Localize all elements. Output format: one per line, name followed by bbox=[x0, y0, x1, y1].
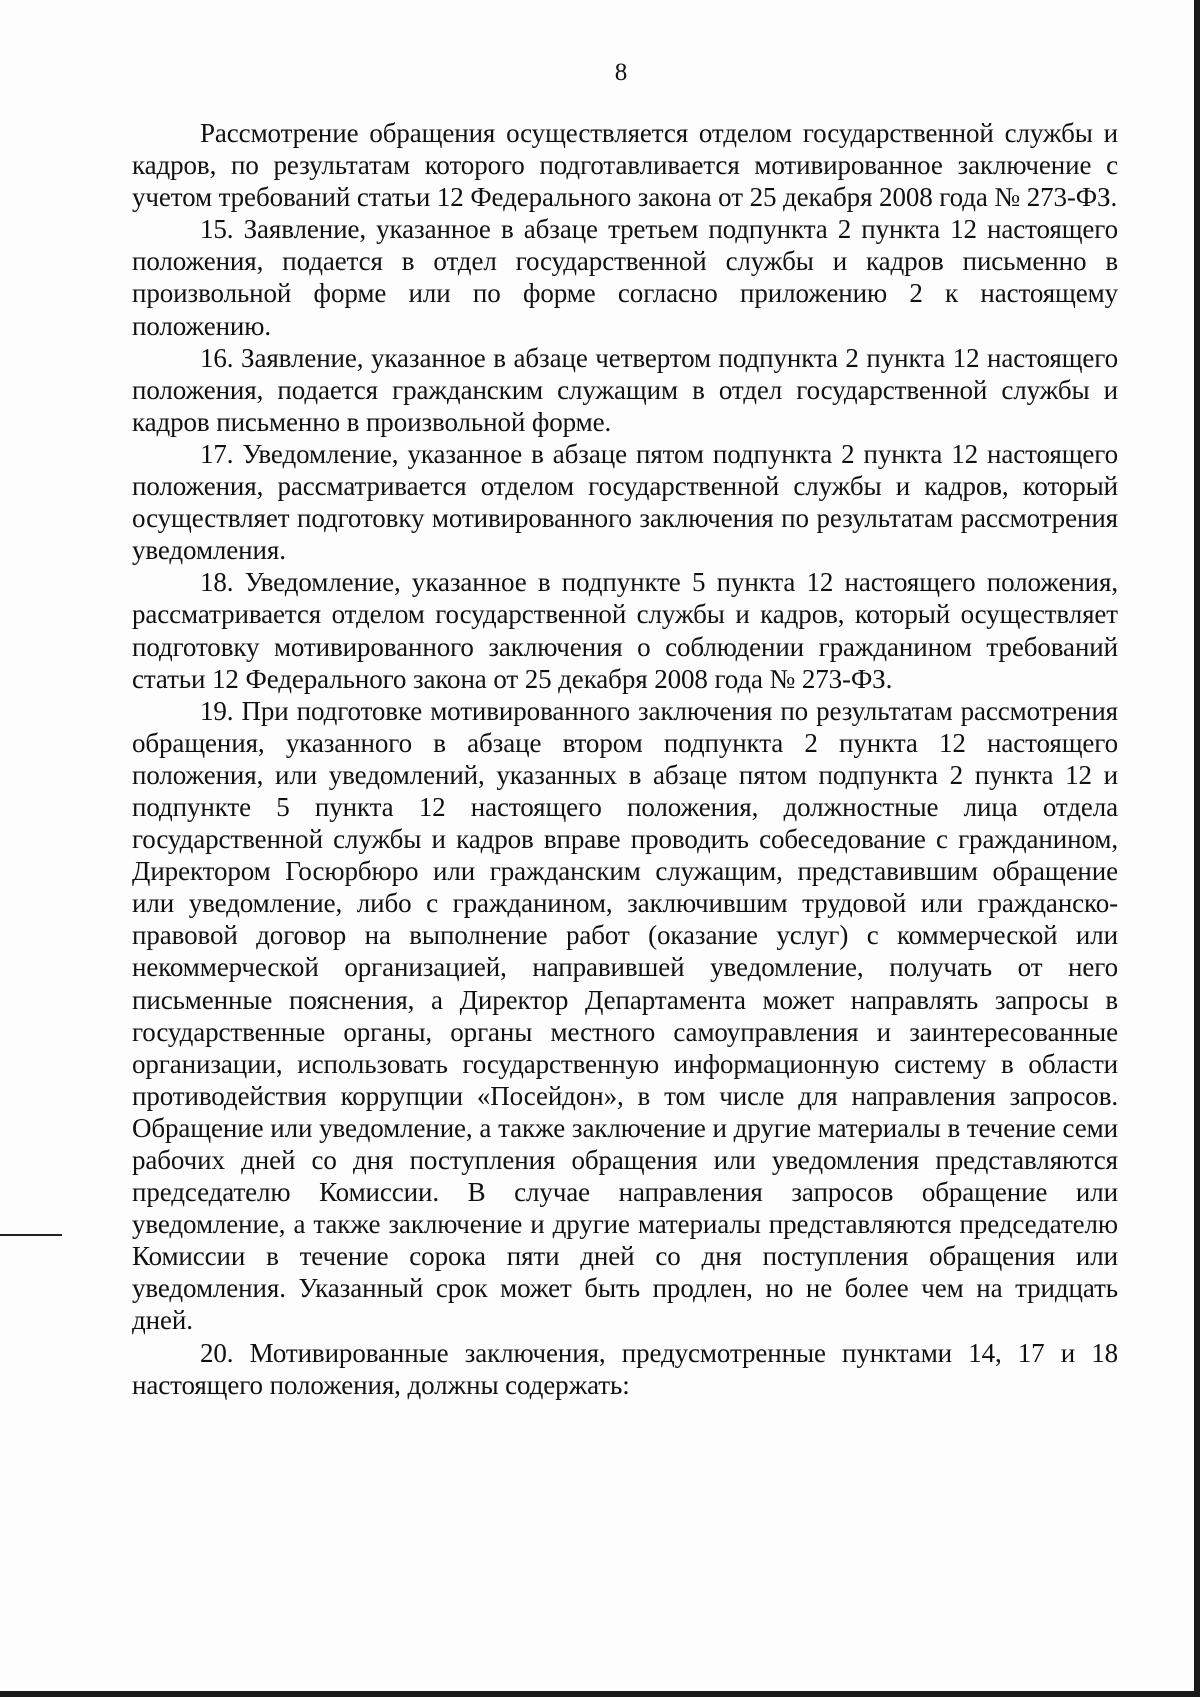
document-body bbox=[132, 117, 1118, 1401]
margin-mark bbox=[0, 1234, 62, 1236]
paragraph-18: 18. Уведомление, указанное в подпункте 5 пункта 12 настоящего положения, рассматривается отделом государственной службы и кадров, который осуществляет подготовку мотивированного заключения о соблюдении гражданином требований статьи 12 Федерального закона от 25 декабря 2008 года № 273-ФЗ. bbox=[132, 567, 1118, 694]
scan-edge-right bbox=[1194, 0, 1200, 1697]
paragraph-15: 15. Заявление, указанное в абзаце третьем подпункта 2 пункта 12 настоящего положения, подается в отдел государственной службы и кадров письменно в произвольной форме или по форме согласно приложению 2 к настоящему положению. bbox=[132, 214, 1118, 341]
paragraph-20: 20. Мотивированные заключения, предусмотренные пунктами 14, 17 и 18 настоящего положения, должны содержать: bbox=[132, 1337, 1118, 1400]
paragraph-intro: Рассмотрение обращения осуществляется отделом государственной службы и кадров, по результатам которого подготавливается мотивированное заключение с учетом требований статьи 12 Федерального закона от 25 декабря 2008 года № 273-ФЗ. bbox=[132, 118, 1118, 213]
page-number: 8 bbox=[614, 59, 628, 86]
paragraph-19: 19. При подготовке мотивированного заключения по результатам рассмотрения обращения, указанного в абзаце втором подпункта 2 пункта 12 настоящего положения, или уведомлений, указанных в абзаце пятом подпункта 2 пункта 12 и подпункте 5 пункта 12 настоящего положения, должностные лица отдела государственной службы и кадров вправе проводить собеседование с гражданином, Директором Госюрбюро или гражданским служащим, представившим обращение или уведомление, либо с гражданином, заключившим трудовой или гражданско-правовой договор на выполнение работ (оказание услуг) с коммерческой или некоммерческой организацией, направившей уведомление, получать от него письменные пояснения, а Директор Департамента может направлять запросы в государственные органы, органы местного самоуправления и заинтересованные организации, использовать государственную информационную систему в области противодействия коррупции «Посейдон», в том числе для направления запросов. Обращение или уведомление, а также заключение и другие материалы в течение семи рабочих дней со дня поступления обращения или уведомления представляются председателю Комиссии. В случае направления запросов обращение или уведомление, а также заключение и другие материалы представляются председателю Комиссии в течение сорока пяти дней со дня поступления обращения или уведомления. Указанный срок может быть продлен, но не более чем на тридцать дней. bbox=[132, 695, 1118, 1336]
scan-edge-bottom bbox=[0, 1691, 1200, 1697]
paragraph-17: 17. Уведомление, указанное в абзаце пятом подпункта 2 пункта 12 настоящего положения, рассматривается отделом государственной службы и кадров, который осуществляет подготовку мотивированного заключения по результатам рассмотрения уведомления. bbox=[132, 438, 1118, 566]
paragraph-16: 16. Заявление, указанное в абзаце четвертом подпункта 2 пункта 12 настоящего положения, подается гражданским служащим в отдел государственной службы и кадров письменно в произвольной форме. bbox=[132, 342, 1118, 437]
